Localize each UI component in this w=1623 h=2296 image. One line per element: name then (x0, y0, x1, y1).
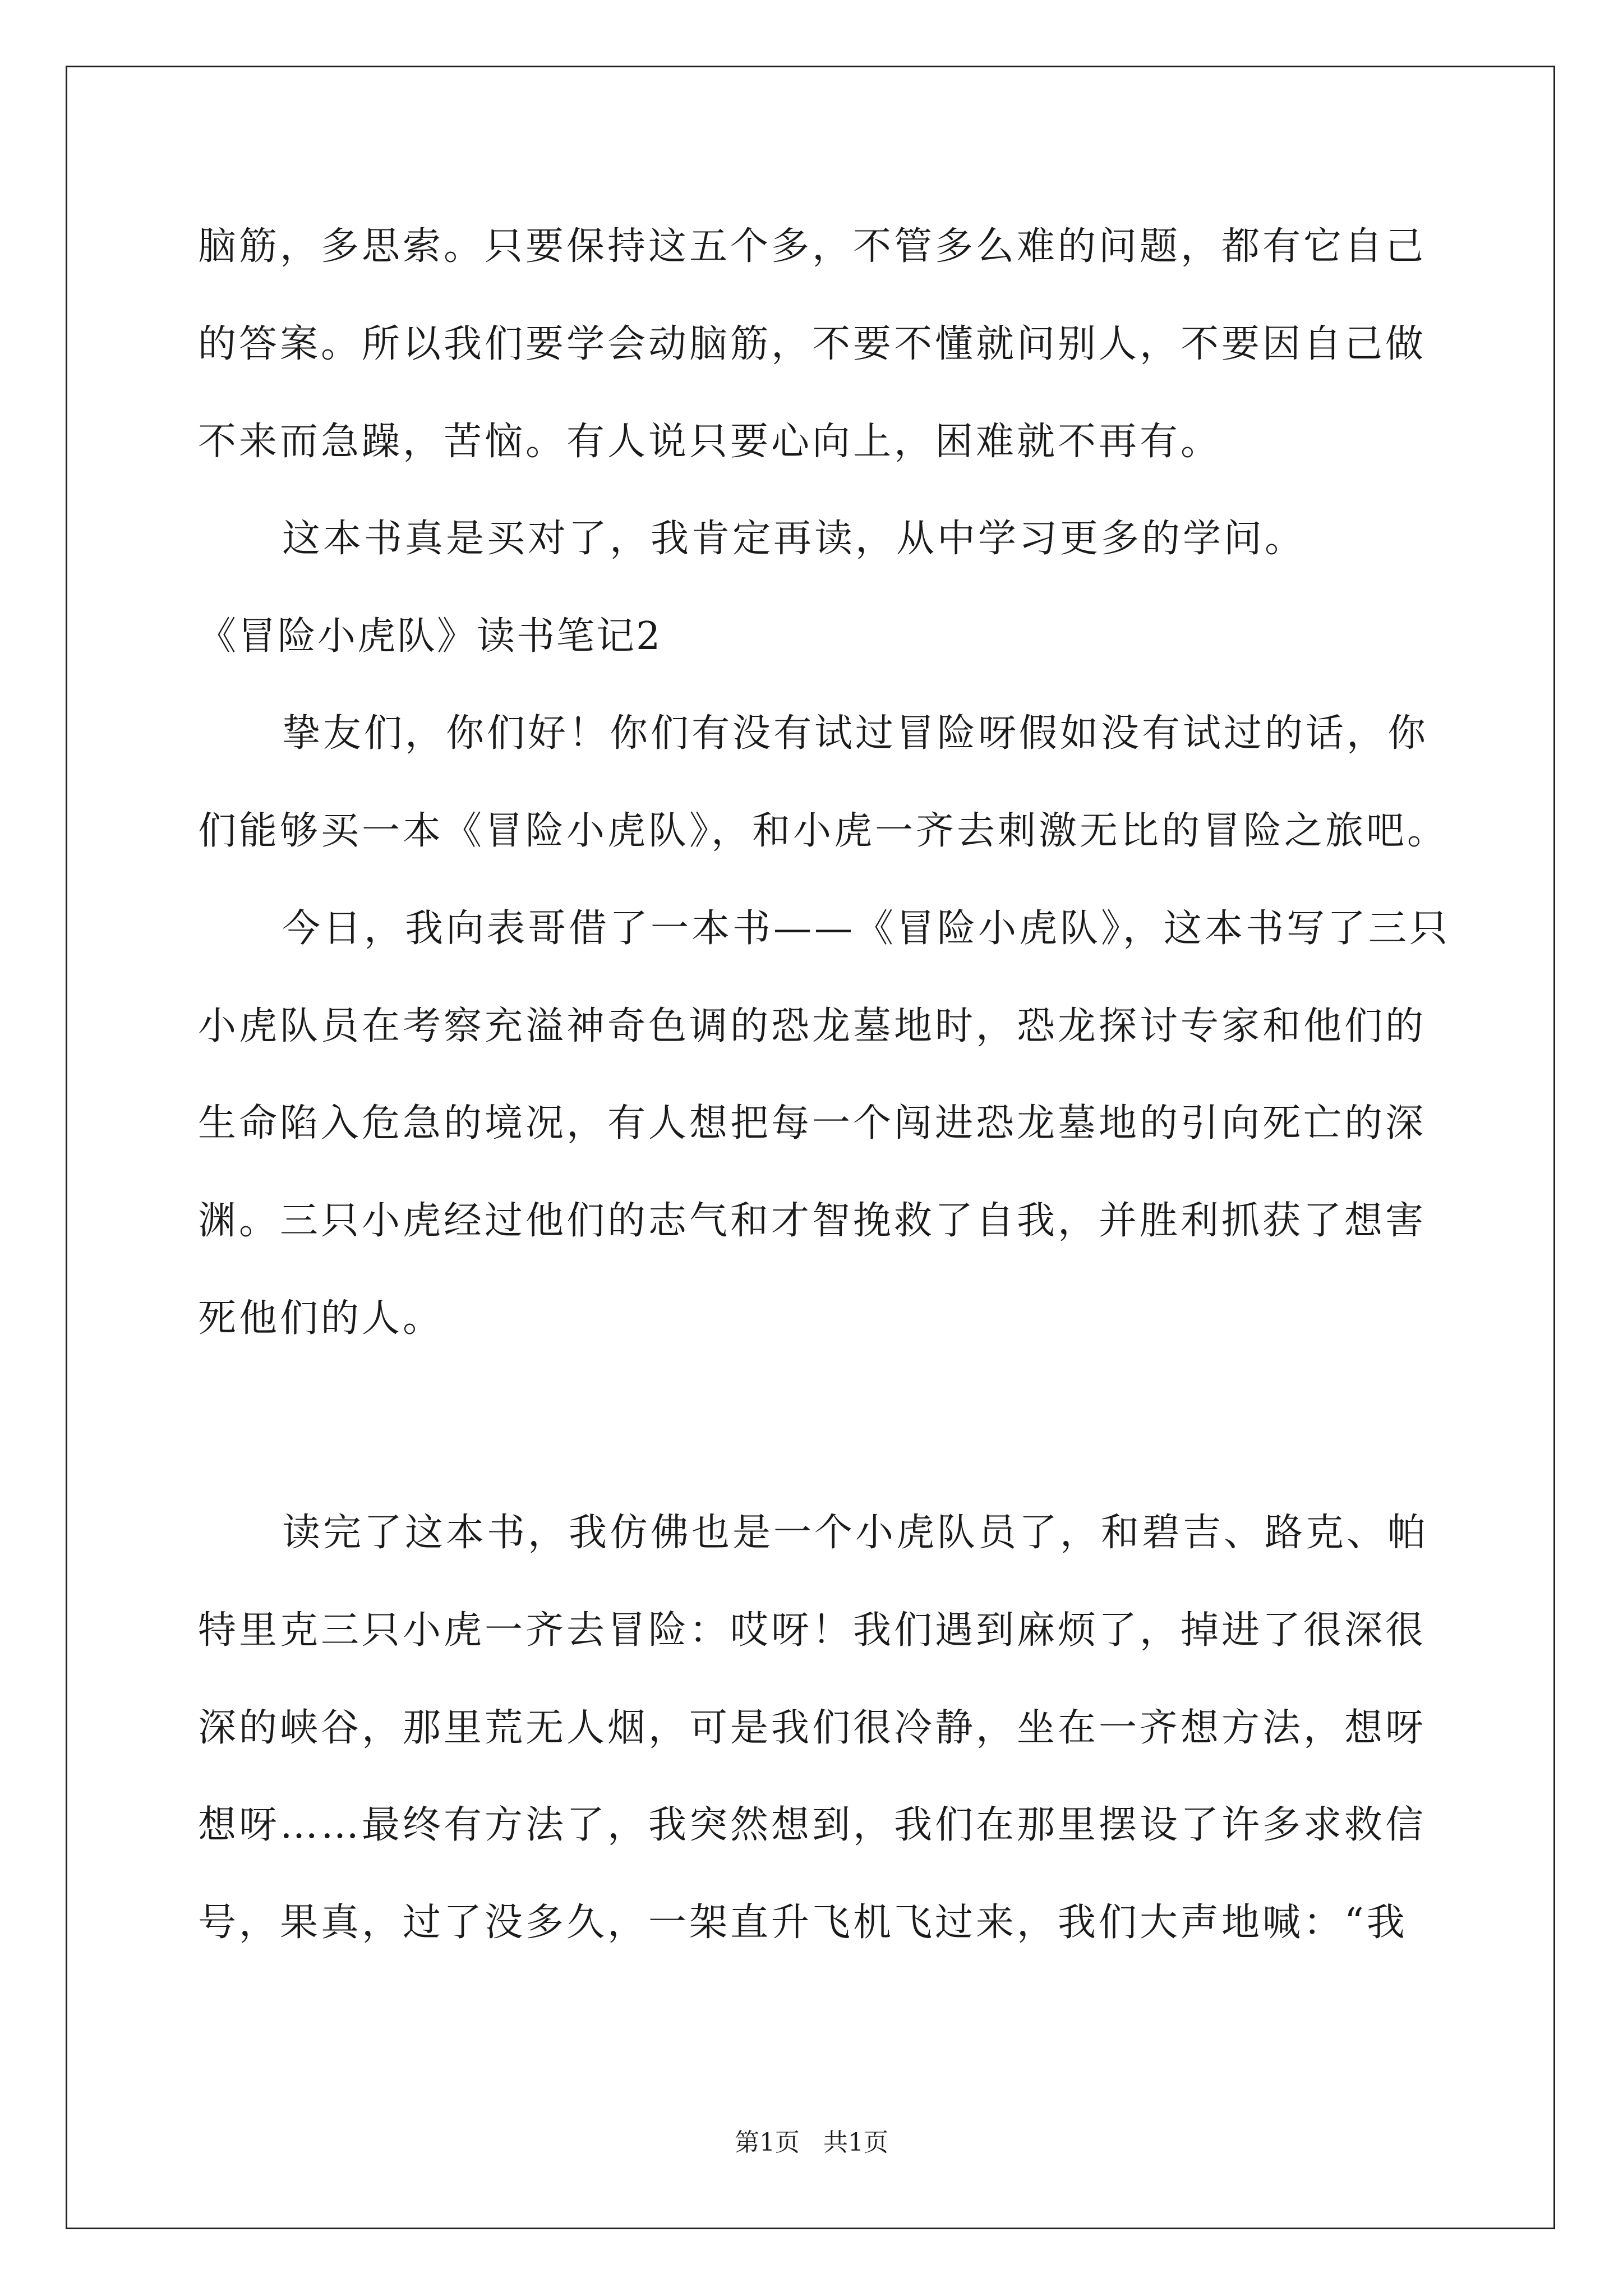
text-line: 想呀……最终有方法了，我突然想到，我们在那里摆设了许多求救信 (198, 1803, 1427, 1847)
page-number-footer: 第1页 共1页 (735, 2128, 888, 2157)
text-line: 不来而急躁，苦恼。有人说只要心向上，困难就不再有。 (198, 420, 1222, 464)
text-line: 脑筋，多思索。只要保持这五个多，不管多么难的问题，都有它自己 (198, 224, 1427, 269)
text-line: 生命陷入危急的境况，有人想把每一个闯进恐龙墓地的引向死亡的深 (198, 1101, 1427, 1145)
text-line: 的答案。所以我们要学会动脑筋，不要不懂就问别人，不要因自己做 (198, 322, 1427, 366)
text-line: 们能够买一本《冒险小虎队》，和小虎一齐去刺激无比的冒险之旅吧。 (198, 809, 1449, 853)
paragraph-start-line: 今日，我向表哥借了一本书——《冒险小虎队》，这本书写了三只 (282, 907, 1451, 951)
text-line: 渊。三只小虎经过他们的志气和才智挽救了自我，并胜利抓获了想害 (198, 1199, 1427, 1243)
paragraph-start-line: 读完了这本书，我仿佛也是一个小虎队员了，和碧吉、路克、帕 (282, 1511, 1429, 1555)
paragraph-start-line: 挚友们，你们好！你们有没有试过冒险呀假如没有试过的话，你 (282, 711, 1429, 756)
text-line: 号，果真，过了没多久，一架直升飞机飞过来，我们大声地喊：“我 (198, 1901, 1408, 1945)
section-heading: 《冒险小虎队》读书笔记2 (198, 614, 662, 659)
text-line: 小虎队员在考察充溢神奇色调的恐龙墓地时，恐龙探讨专家和他们的 (198, 1004, 1427, 1048)
text-line: 特里克三只小虎一齐去冒险：哎呀！我们遇到麻烦了，掉进了很深很 (198, 1608, 1427, 1653)
paragraph-start-line: 这本书真是买对了，我肯定再读，从中学习更多的学问。 (282, 517, 1306, 561)
text-line: 深的峡谷，那里荒无人烟，可是我们很冷静，坐在一齐想方法，想呀 (198, 1706, 1427, 1750)
text-line: 死他们的人。 (198, 1296, 444, 1341)
